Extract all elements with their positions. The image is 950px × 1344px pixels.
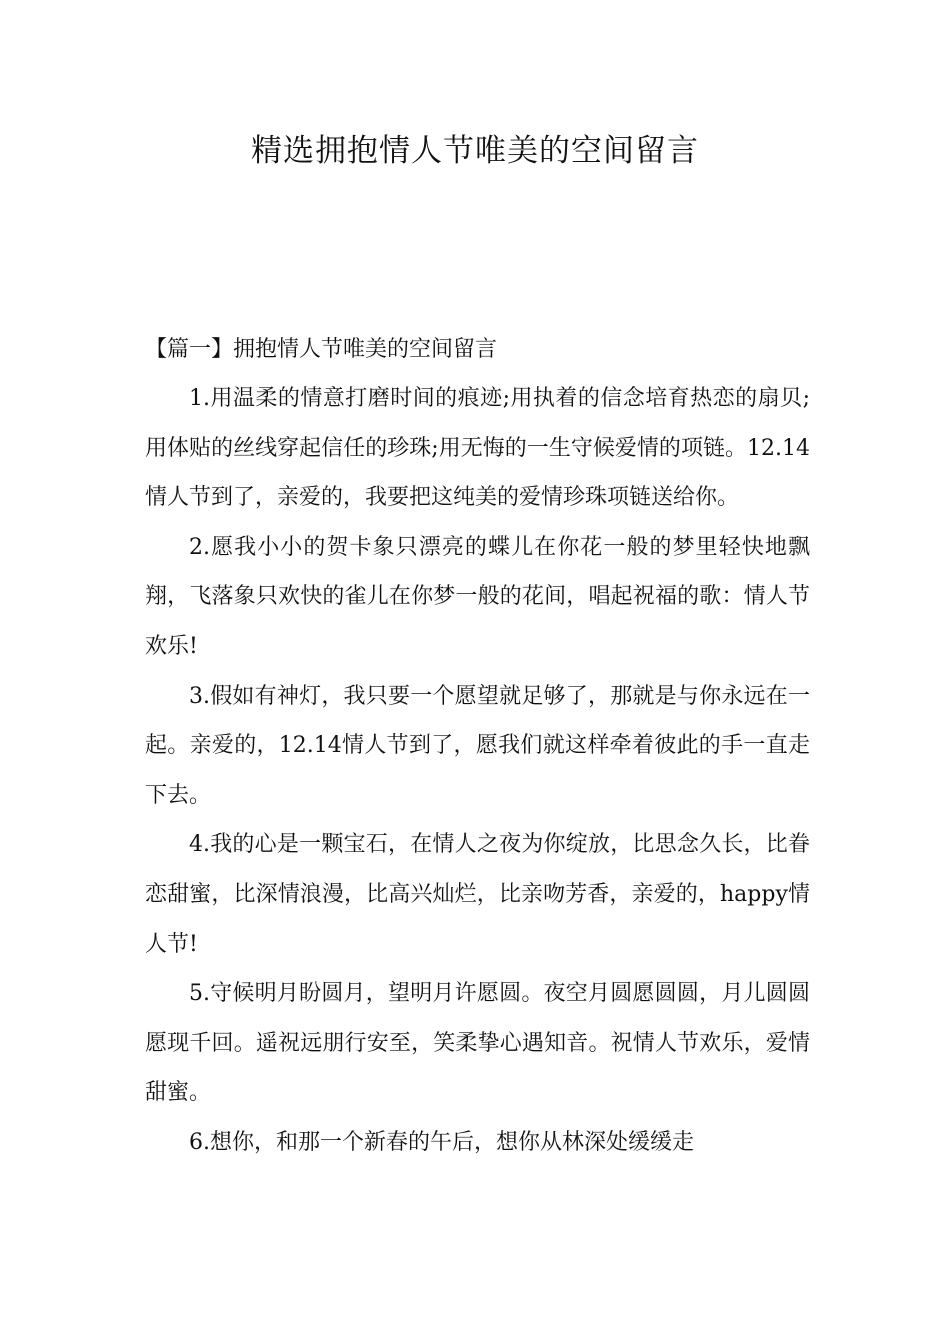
paragraph-3: 3.假如有神灯，我只要一个愿望就足够了，那就是与你永远在一起。亲爱的，12.14情人节到了，愿我们就这样牵着彼此的手一直走下去。 (145, 683, 810, 808)
paragraph-2: 2.愿我小小的贺卡象只漂亮的蝶儿在你花一般的梦里轻快地飘翔，飞落象只欢快的雀儿在你梦一般的花间，唱起祝福的歌：情人节欢乐! (145, 534, 810, 659)
paragraph-6: 6.想你，和那一个新春的午后，想你从林深处缓缓走 (189, 1129, 694, 1155)
paragraph-5: 5.守候明月盼圆月，望明月许愿圆。夜空月圆愿圆圆，月儿圆圆愿现千回。遥祝远朋行安至，笑柔挚心遇知音。祝情人节欢乐，爱情甜蜜。 (145, 981, 810, 1106)
section-heading: 【篇一】拥抱情人节唯美的空间留言 (145, 337, 498, 362)
paragraph-1: 1.用温柔的情意打磨时间的痕迹;用执着的信念培育热恋的扇贝;用体贴的丝线穿起信任的珍珠;用无悔的一生守候爱情的项链。12.14情人节到了，亲爱的，我要把这纯美的爱情珍珠项链送给你。 (145, 386, 810, 511)
paragraph-4: 4.我的心是一颗宝石，在情人之夜为你绽放，比思念久长，比眷恋甜蜜，比深情浪漫，比高兴灿烂，比亲吻芳香，亲爱的，happy情人节! (145, 832, 810, 957)
document-title: 精选拥抱情人节唯美的空间留言 (251, 133, 699, 169)
document-body (145, 325, 810, 1168)
